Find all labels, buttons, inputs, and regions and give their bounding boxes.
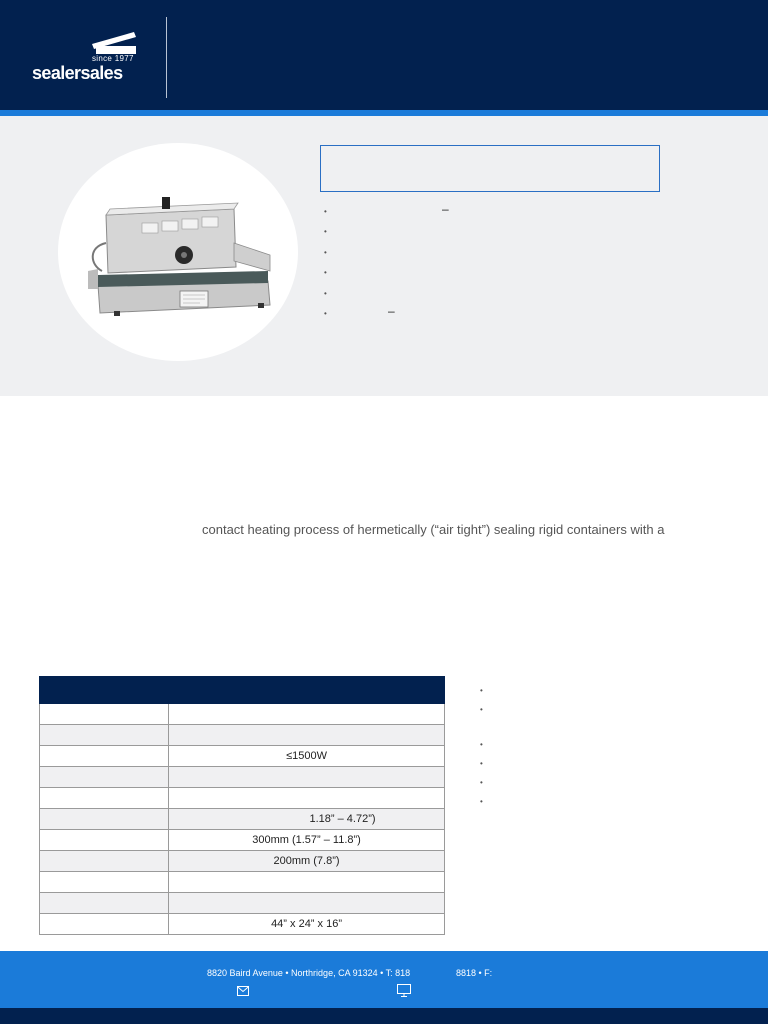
induction-sealer-machine-icon: [58, 143, 298, 361]
spec-value: [169, 704, 445, 725]
table-row: [40, 830, 445, 851]
mail-icon[interactable]: [237, 986, 249, 996]
spec-label: [40, 767, 169, 788]
spec-label: [40, 914, 169, 935]
table-row: [40, 851, 445, 872]
table-row: [40, 809, 445, 830]
bullet-icon: •: [324, 247, 327, 257]
table-row: [40, 725, 445, 746]
bullet-icon: •: [480, 778, 483, 787]
table-row: [40, 914, 445, 935]
spec-header-row: [40, 677, 445, 704]
bullet-icon: •: [480, 705, 483, 714]
spec-value: ≤1500W: [169, 746, 445, 767]
bullet-icon: •: [324, 227, 327, 237]
bullet-icon: •: [324, 288, 327, 298]
list-item: [480, 797, 483, 806]
feature-item: [322, 222, 336, 242]
spec-header-cell: [169, 677, 445, 704]
monitor-icon[interactable]: [397, 984, 411, 997]
list-item: [480, 759, 483, 768]
table-row: [40, 893, 445, 914]
table-row: [40, 788, 445, 809]
bullet-icon: •: [480, 759, 483, 768]
product-image: [58, 143, 298, 361]
dash-icon: –: [388, 303, 395, 318]
bullet-icon: •: [480, 686, 483, 695]
list-item: [480, 740, 483, 749]
dash-icon: –: [442, 202, 449, 216]
spec-label: [40, 725, 169, 746]
feature-item: [322, 202, 449, 222]
spec-value: [169, 872, 445, 893]
sealer-lid-icon: [90, 30, 142, 56]
header-divider: [166, 17, 167, 98]
bullet-icon: •: [480, 797, 483, 806]
spec-value: [169, 725, 445, 746]
spec-value: 44” x 24” x 16”: [169, 914, 445, 935]
bullet-icon: •: [324, 207, 327, 216]
footer-address: 8820 Baird Avenue • Northridge, CA 91324 • T: 818: [207, 968, 411, 978]
spec-value: [169, 767, 445, 788]
brand-logo[interactable]: [30, 30, 142, 84]
brand-name: sealersales: [32, 63, 123, 83]
spec-header-cell: [40, 677, 169, 704]
page-footer: [0, 951, 768, 1008]
brand-since: since 1977: [92, 54, 134, 63]
spec-label: [40, 830, 169, 851]
spec-value: 1.18” – 4.72”): [169, 809, 445, 830]
list-item: [480, 686, 483, 695]
product-title-box: [320, 145, 660, 192]
bullet-icon: •: [324, 268, 327, 278]
hero-section: [0, 116, 768, 396]
table-row: [40, 704, 445, 725]
spec-label: [40, 893, 169, 914]
spec-label: [40, 872, 169, 893]
table-row: [40, 872, 445, 893]
spec-label: [40, 809, 169, 830]
spec-label: [40, 788, 169, 809]
list-item: [480, 705, 483, 714]
spec-label: [40, 746, 169, 767]
feature-item: [322, 263, 336, 283]
spec-table: [39, 676, 445, 935]
list-item: [480, 778, 483, 787]
spec-value: 200mm (7.8”): [169, 851, 445, 872]
feature-item: [322, 243, 336, 263]
feature-item: [322, 284, 336, 304]
table-row: [40, 746, 445, 767]
feature-item: [322, 303, 395, 324]
product-description: contact heating process of hermetically (“air tight”) sealing rigid containers with a: [202, 522, 665, 537]
footer-bottom-bar: [0, 1008, 768, 1024]
spec-label: [40, 704, 169, 725]
page-header: [0, 0, 768, 110]
table-row: [40, 767, 445, 788]
footer-fax: 8818 • F:: [456, 968, 493, 978]
spec-label: [40, 851, 169, 872]
spec-value: [169, 788, 445, 809]
spec-value: [169, 893, 445, 914]
feature-list: [322, 202, 449, 324]
spec-value: 300mm (1.57” – 11.8”): [169, 830, 445, 851]
bullet-icon: •: [324, 308, 327, 318]
bullet-icon: •: [480, 740, 483, 749]
